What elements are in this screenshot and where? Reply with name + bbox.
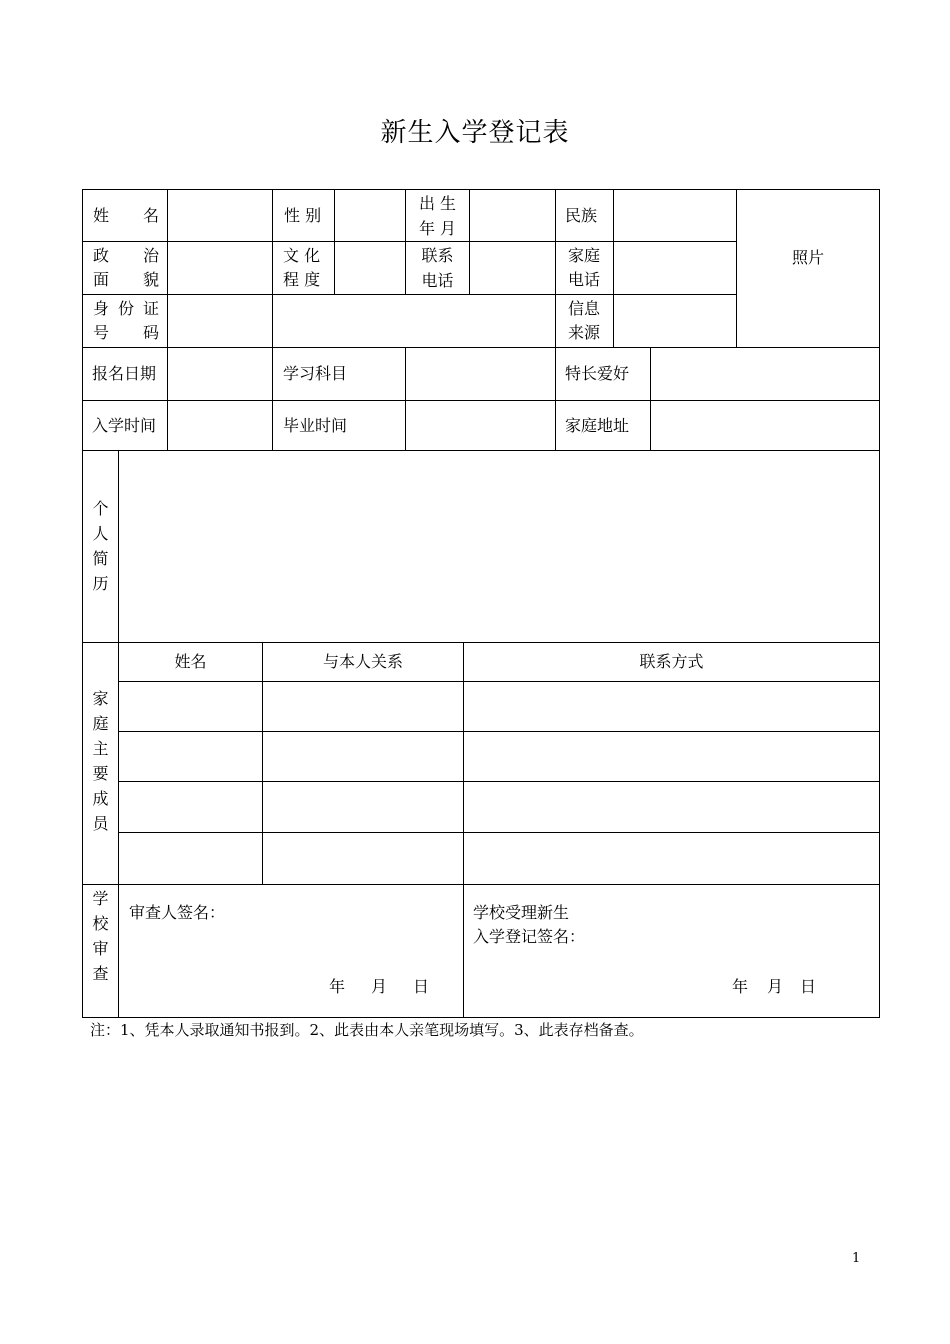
enrollment-time-label: 入学时间 [92,415,157,435]
home-phone-field[interactable] [614,242,736,294]
school-signature-label: 学校受理新生 入学登记签名： [473,903,586,946]
registration-date-field[interactable] [168,348,272,400]
contact-phone-field[interactable] [470,242,555,294]
school-signature-field[interactable] [600,930,870,970]
reviewer-signature-label: 审查人签名： [129,903,226,922]
name-label: 姓 名 [93,206,159,225]
family-row-1[interactable] [119,682,879,731]
birth-date-field[interactable] [470,190,555,241]
page-number: 1 [852,1251,861,1266]
info-source-label: 信息 来源 [568,299,601,342]
school-review-label: 学 校 审 查 [92,889,109,983]
family-members-label: 家 庭 主 要 成 员 [92,689,109,833]
family-col-name: 姓名 [174,652,207,671]
education-field[interactable] [335,242,405,294]
reviewer-signature-field[interactable] [119,930,463,970]
resume-field[interactable] [119,451,879,642]
home-phone-label: 家庭 电话 [568,246,601,289]
family-row-4[interactable] [119,833,879,884]
political-status-label: 政 治 面 貌 [93,246,159,289]
resume-label: 个 人 简 历 [92,499,109,593]
name-field[interactable] [168,190,272,241]
gender-field[interactable] [335,190,405,241]
political-status-field[interactable] [168,242,272,294]
contact-phone-label: 联系 电话 [421,246,454,290]
ethnicity-field[interactable] [614,190,736,241]
study-subject-field[interactable] [406,348,555,400]
graduation-time-field[interactable] [406,401,555,450]
hobby-label: 特长爱好 [565,364,630,383]
home-address-field[interactable] [651,401,879,450]
registration-date-label: 报名日期 [92,364,157,383]
ethnicity-label: 民族 [565,205,598,225]
info-source-field[interactable] [614,295,736,347]
hobby-field[interactable] [651,348,879,400]
home-address-label: 家庭地址 [565,415,630,435]
family-row-2[interactable] [119,732,879,781]
id-number-label: 身 份 证 号 码 [93,299,159,342]
education-label: 文 化 程 度 [283,246,321,289]
form-title: 新生入学登记表 [380,118,570,148]
gender-label: 性 别 [284,205,322,225]
family-row-3[interactable] [119,782,879,832]
graduation-time-label: 毕业时间 [283,415,348,435]
family-col-contact: 联系方式 [639,652,704,671]
enrollment-time-field[interactable] [168,401,272,450]
footnote: 注：1、凭本人录取通知书报到。2、此表由本人亲笔现场填写。3、此表存档备查。 [90,1021,644,1039]
family-col-relation: 与本人关系 [322,652,403,671]
birth-date-label: 出 生 年 月 [418,193,457,238]
id-number-field[interactable] [168,295,555,347]
study-subject-label: 学习科目 [283,364,348,383]
photo-box[interactable]: 照片 [791,248,824,267]
